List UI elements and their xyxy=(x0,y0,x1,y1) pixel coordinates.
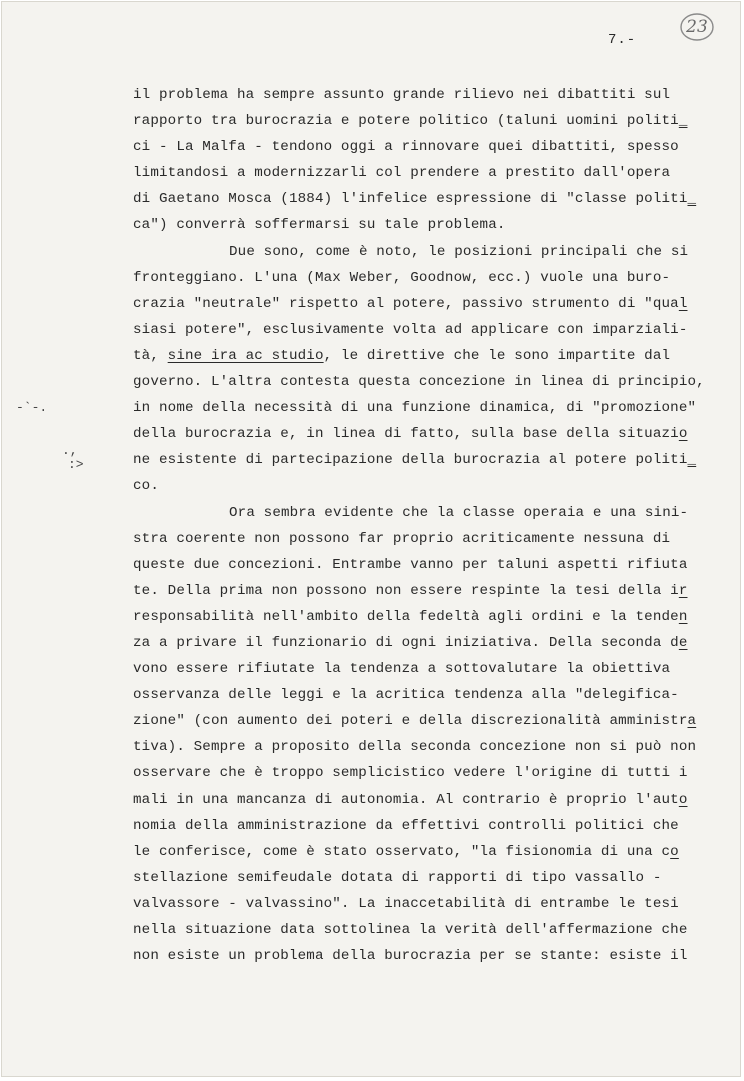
text-line xyxy=(133,917,723,943)
text-segment: fronteggiano. L'una (Max Weber, Goodnow, ecc.) vuole una buro- xyxy=(133,269,671,286)
page-number: 7.- xyxy=(608,32,637,48)
text-line xyxy=(133,891,723,917)
text-line xyxy=(133,447,723,473)
margin-mark: ., xyxy=(62,443,78,458)
text-line xyxy=(133,760,723,786)
text-line xyxy=(133,865,723,891)
text-segment: co. xyxy=(133,478,159,495)
text-segment: vono essere rifiutate la tendenza a sottovalutare la obiettiva xyxy=(133,661,671,678)
underlined-text: o xyxy=(678,791,688,808)
text-line xyxy=(133,473,723,499)
text-line xyxy=(133,526,723,552)
underlined-text: r xyxy=(678,582,688,599)
margin-mark: -`-. xyxy=(16,400,48,415)
text-line xyxy=(133,160,723,186)
text-segment: nella situazione data sottolinea la verità dell'affermazione che xyxy=(133,922,688,938)
text-line xyxy=(133,186,723,212)
text-line xyxy=(133,212,723,238)
text-segment: in nome della necessità di una funzione dinamica, di "promozione" xyxy=(133,400,697,417)
text-line xyxy=(133,943,723,969)
text-segment: osservanza delle leggi e la acritica tendenza alla "delegifica- xyxy=(133,687,679,704)
underlined-text: e xyxy=(678,634,688,651)
underlined-text: a xyxy=(687,713,697,730)
text-segment: ca") converrà soffermarsi su tale problema. xyxy=(133,217,506,234)
text-line xyxy=(133,578,723,604)
text-segment: valvassore - valvassino". La inaccetabilità di entrambe le tesi xyxy=(133,895,679,912)
text-segment: le conferisce, come è stato osservato, "la fisionomia di una c xyxy=(133,843,671,860)
underlined-text: _ xyxy=(687,452,697,469)
text-line xyxy=(133,291,723,317)
underlined-text: l xyxy=(678,295,688,312)
text-line xyxy=(133,682,723,708)
text-segment: tiva). Sempre a proposito della seconda concezione non si può non xyxy=(133,739,697,756)
text-line xyxy=(133,708,723,734)
text-segment: , le direttive che le sono impartite dal xyxy=(323,347,671,364)
text-line xyxy=(133,108,723,134)
text-segment: governo. L'altra contesta questa concezione in linea di principio, xyxy=(133,374,705,391)
text-segment: siasi potere", esclusivamente volta ad applicare con imparziali- xyxy=(133,321,688,338)
text-segment: rapporto tra burocrazia e potere politico (taluni uomini politi xyxy=(133,113,679,130)
text-line xyxy=(133,317,723,343)
text-line xyxy=(133,630,723,656)
text-line xyxy=(133,552,723,578)
text-segment: il problema ha sempre assunto grande rilievo nei dibattiti sul xyxy=(133,87,671,103)
text-line xyxy=(133,395,723,421)
text-line xyxy=(133,656,723,682)
text-line xyxy=(133,239,723,265)
margin-mark: :> xyxy=(68,457,84,472)
text-segment: stellazione semifeudale dotata di rapporti di tipo vassallo - xyxy=(133,869,662,886)
text-segment: tà, xyxy=(133,347,168,364)
underlined-text: sine ira ac studio xyxy=(167,347,324,364)
text-segment: ne esistente di partecipazione della burocrazia al potere politi xyxy=(133,452,688,469)
text-segment: ci - La Malfa - tendono oggi a rinnovare quei dibattiti, spesso xyxy=(133,139,679,156)
document-page xyxy=(1,1,741,1077)
text-segment: Ora sembra evidente che la classe operaia e una sini- xyxy=(229,504,689,521)
text-segment: crazia "neutrale" rispetto al potere, passivo strumento di "qua xyxy=(133,295,679,312)
text-line xyxy=(133,343,723,369)
text-segment: della burocrazia e, in linea di fatto, sulla base della situazi xyxy=(133,426,679,443)
text-line xyxy=(133,421,723,447)
underlined-text: o xyxy=(678,426,688,443)
text-line xyxy=(133,839,723,865)
text-segment: Due sono, come è noto, le posizioni principali che si xyxy=(229,243,689,260)
underlined-text: _ xyxy=(687,191,697,208)
underlined-text: o xyxy=(670,843,679,860)
stamp-number: 23 xyxy=(686,17,708,37)
text-segment: te. Della prima non possono non essere respinte la tesi della i xyxy=(133,582,679,599)
underlined-text: n xyxy=(678,608,688,625)
text-segment: nomia della amministrazione da effettivi controlli politici che xyxy=(133,817,679,834)
text-line xyxy=(133,500,723,526)
text-segment: queste due concezioni. Entrambe vanno per taluni aspetti rifiuta xyxy=(133,556,688,573)
page-stamp xyxy=(678,10,716,44)
text-line xyxy=(133,734,723,760)
text-segment: stra coerente non possono far proprio acriticamente nessuna di xyxy=(133,530,671,547)
text-segment: di Gaetano Mosca (1884) l'infelice espressione di "classe politi xyxy=(133,191,688,208)
text-line xyxy=(133,604,723,630)
text-line xyxy=(133,787,723,813)
text-line xyxy=(133,813,723,839)
text-segment: osservare che è troppo semplicistico vedere l'origine di tutti i xyxy=(133,765,688,782)
text-line xyxy=(133,82,723,108)
underlined-text: _ xyxy=(678,113,688,130)
text-line xyxy=(133,134,723,160)
text-segment: zione" (con aumento dei poteri e della discrezionalità amministr xyxy=(133,713,688,730)
text-line xyxy=(133,369,723,395)
text-line xyxy=(133,265,723,291)
text-segment: mali in una mancanza di autonomia. Al contrario è proprio l'aut xyxy=(133,791,679,808)
text-segment: responsabilità nell'ambito della fedeltà agli ordini e la tende xyxy=(133,608,679,625)
text-segment: limitandosi a modernizzarli col prendere a prestito dall'opera xyxy=(133,165,671,182)
text-segment: non esiste un problema della burocrazia per se stante: esiste il xyxy=(133,948,688,965)
text-segment: za a privare il funzionario di ogni iniziativa. Della seconda d xyxy=(133,634,679,651)
typewritten-text xyxy=(133,82,723,969)
